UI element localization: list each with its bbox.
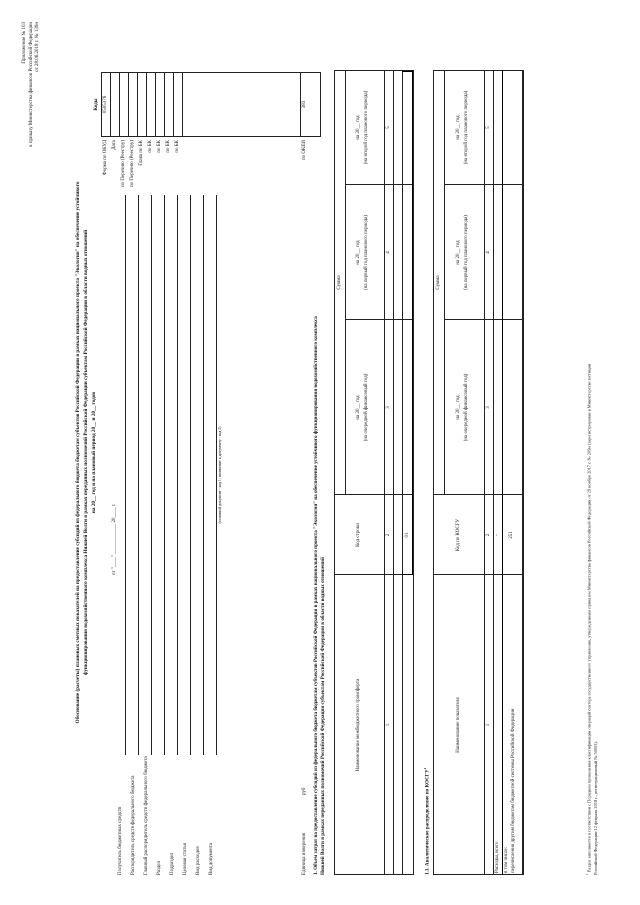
s11-col-year3-sub: (на второй год планового периода) (464, 90, 470, 165)
form-code-value: 0505376 (103, 95, 108, 114)
reestr-label-1: по Перечню (Реестру) (121, 140, 126, 188)
s11-colnum-1: 1 (485, 723, 491, 727)
s1-colnum-5: 5 (385, 126, 391, 129)
codes-box (101, 72, 321, 137)
appendix-line-3: от 28.06.2018 г. № 139н (35, 22, 40, 72)
s11-colnum-2: 2 (485, 533, 491, 537)
codes-header: Коды (94, 98, 99, 111)
field-section: Раздел (157, 860, 162, 875)
s1-colnum-3: 3 (385, 406, 391, 409)
field-recipient: Получатель бюджетных средств (118, 806, 123, 875)
s11-col-year3: на 20__ год (456, 115, 462, 140)
field-doc-type: Вид документа (209, 842, 214, 875)
section11-title-text: 1.1. Аналитическое распределение по КОСГУ (424, 769, 431, 875)
s1-colnum-4: 4 (385, 251, 391, 254)
appendix-block (22, 22, 42, 147)
s1-col-name-header: Наименование межбюджетного трансферта (356, 678, 362, 772)
unit-value: руб (302, 787, 307, 795)
field-subsection: Подраздел (170, 852, 175, 875)
okei-label: по ОКЕИ (302, 140, 307, 161)
appendix-line-2: к приказу Министерства финансов Российской Федерации (28, 22, 34, 147)
section11-title (423, 768, 432, 875)
date-code-label: Дата (112, 140, 117, 150)
s11-col-name-header: Наименование показателя (455, 697, 461, 753)
s11-col-code-header: Код по КОСГУ (455, 518, 461, 552)
s11-row-transfer-code: 251 (509, 531, 515, 539)
s1-col-year1: на 20__ год (356, 395, 362, 420)
section1-title-line-1: 1. Объем затрат на предоставление субсидий из федерального бюджета бюджетам субъектов Российской Федерации в рамках национального проекта "Экология" на обеспечение устойчивого функционирования водохозяйственного комплекса (313, 316, 319, 875)
s1-col-year3: на 20__ год (356, 115, 362, 140)
section1-title-line-2: Нижней Волги в рамках переданных полномочий Российской Федерации субъектам Российской Федерации в области водных отношений (320, 557, 326, 875)
form-title-line-1: Обоснование (расчеты) плановых сметных показателей на предоставление субсидий из федерального бюджета бюджетам субъектов Российской Федерации в рамках национального проекта "Экология" на обеспечение устойчивого (75, 181, 81, 724)
s1-col-year2-sub: (на первый год планового периода) (364, 215, 370, 290)
s11-col-year2: на 20__ год (456, 240, 462, 265)
form-title-line-3: на 20__ год и на плановый период 20__ и 20__ годов (91, 391, 97, 514)
okei-value: 383 (302, 100, 307, 109)
s1-col-year2: на 20__ год (356, 240, 362, 265)
footnote-mark: 1 (585, 873, 589, 875)
s1-col-code-header: Код строки (356, 523, 362, 547)
form-title-line-2: функционирования водохозяйственного комплекса Нижней Волги в рамках переданных полномочий Российской Федерации субъектам Российской Федерации в области водных отношений (83, 229, 89, 676)
appendix-line-1: Приложение № 103 (22, 22, 27, 64)
bk-label-3: по БК (166, 140, 171, 153)
unit-label: Единица измерения (302, 832, 307, 875)
footnote-line-1 (586, 364, 592, 875)
s11-colnum-3: 3 (485, 406, 491, 409)
s11-col-year1: на 20__ год (456, 395, 462, 420)
field-main-distributor: Главный распорядитель средств федерального бюджета (144, 756, 149, 875)
s1-col-sum-header: Сумма (336, 275, 342, 290)
s11-col-year2-sub: (на первый год планового периода) (464, 215, 470, 290)
s11-colnum-4: 4 (485, 251, 491, 254)
s11-colnum-5: 5 (485, 126, 491, 129)
reestr-label-2: по Перечню (Реестру) (130, 140, 135, 188)
s11-row-total-code: - (494, 534, 500, 536)
bk-label-4: по БК (175, 140, 180, 153)
glava-label: Глава по БК (139, 140, 144, 166)
s11-row-including: в том числе: (504, 846, 509, 873)
footnote-text-1: Раздел заполняется в соответствии с Порядком применения классификации операций сектора государственного управления, утвержденным приказом Министерства финансов Российской Федерации от 29 ноября 2017 г. № 209н (зарегистрирован в Министерстве юстиции (586, 363, 592, 873)
s11-col-sum-header: Сумма (435, 275, 441, 290)
bk-label-1: по БК (148, 140, 153, 153)
field-target-article: Целевая статья (183, 843, 188, 875)
s1-row-code: 01 (404, 532, 410, 538)
field-expense-type: Вид расходов (196, 846, 201, 875)
bk-label-2: по БК (157, 140, 162, 153)
s1-col-year1-sub: (на очередной финансовый год) (364, 373, 370, 442)
footnote-line-2: Российской Федерации 12 февраля 2018 г., регистрационный № 50003). (593, 740, 598, 875)
s11-row-transfer: перечисления другим бюджетам бюджетной системы Российской Федерации (511, 708, 516, 873)
s1-col-year3-sub: (на второй год планового периода) (364, 90, 370, 165)
s1-colnum-1: 1 (385, 723, 391, 727)
date-line: от "____" ____________ 20____ г. (112, 503, 117, 575)
section11-footnote-mark: 1 (423, 767, 427, 770)
doc-type-hint: (основной документ - код 1; изменение к документу - код 2) (218, 426, 222, 524)
s11-col-year1-sub: (на очередной финансовый год) (464, 373, 470, 442)
s1-colnum-2: 2 (385, 533, 391, 537)
s11-row-total: Расходы, всего (495, 841, 500, 873)
field-distributor: Распорядитель средств федерального бюджета (131, 775, 136, 875)
form-code-label: Форма по ОКУД (103, 140, 108, 176)
